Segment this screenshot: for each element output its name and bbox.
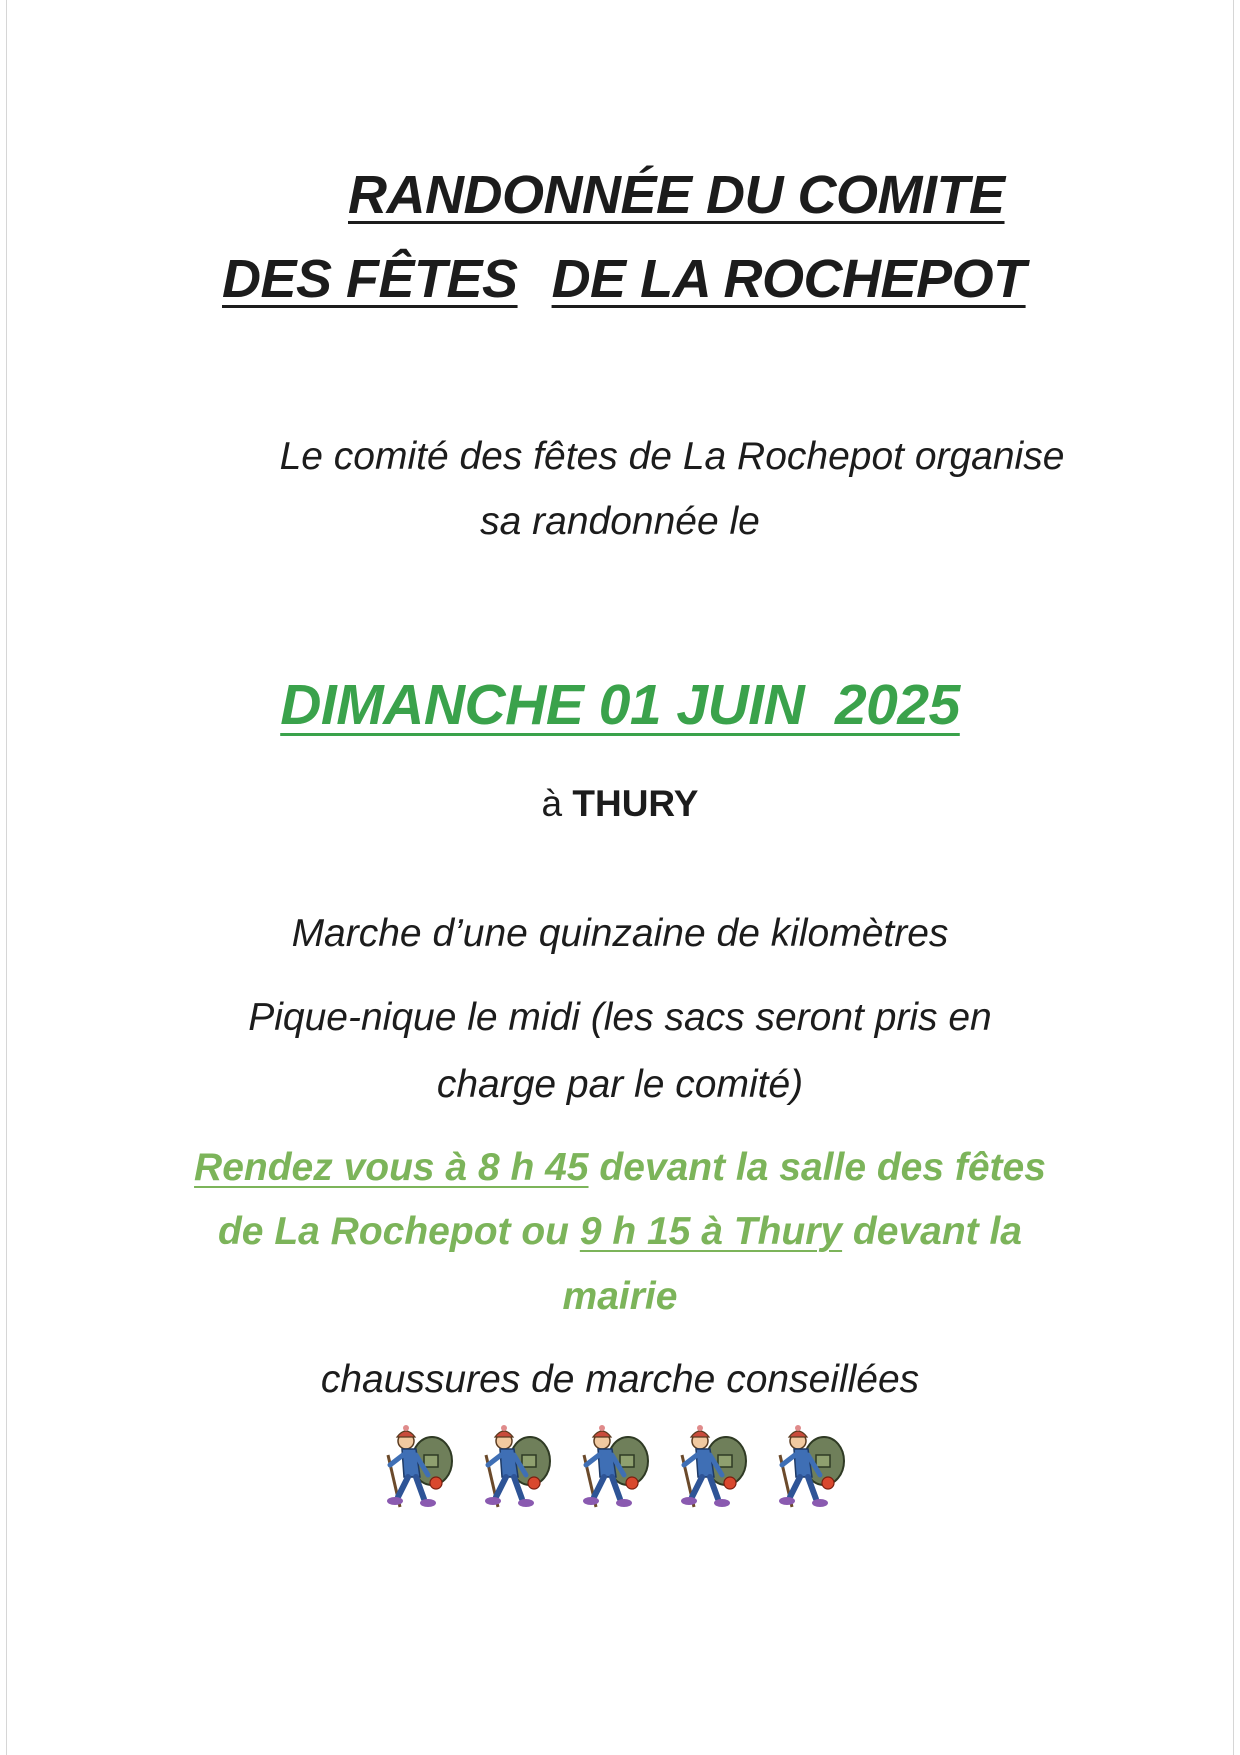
rendezvous-text-1: devant la salle des fêtes (588, 1146, 1046, 1189)
scan-edge-right (1233, 0, 1234, 1755)
rendezvous-line-1 (0, 1148, 1240, 1187)
title-text-2b: DE LA ROCHEPOT (551, 249, 1026, 309)
rendezvous-text-2a: de La Rochepot ou (217, 1210, 580, 1253)
intro-line-1: Le comité des fêtes de La Rochepot organise (279, 435, 1065, 478)
event-date-line (0, 673, 1240, 737)
rendezvous-line-2 (0, 1212, 1240, 1251)
event-date: DIMANCHE 01 JUIN 2025 (280, 673, 960, 737)
location-line (0, 785, 1240, 822)
title-line-2 (222, 249, 1026, 309)
picnic-line-2: charge par le comité) (436, 1063, 804, 1106)
hiker-icon (664, 1425, 762, 1513)
hiker-icon (762, 1425, 860, 1513)
scan-edge-left (6, 0, 7, 1755)
walk-description: Marche d’une quinzaine de kilomètres (291, 912, 949, 955)
footwear-advice: chaussures de marche conseillées (320, 1358, 920, 1401)
rendezvous-line-3: mairie (562, 1275, 678, 1318)
hiker-icon (370, 1425, 468, 1513)
hiker-icon (566, 1425, 664, 1513)
rendezvous-time-2: 9 h 15 à Thury (579, 1210, 843, 1253)
rendezvous-text-2b: devant la (842, 1210, 1022, 1253)
hikers-decoration (370, 1425, 860, 1513)
location-place: THURY (572, 783, 699, 824)
title-text-1: RANDONNÉE DU COMITE (348, 165, 1005, 225)
title-text-2a: DES FÊTES (222, 249, 518, 309)
title-line-1 (348, 165, 1005, 225)
hiker-icon (468, 1425, 566, 1513)
intro-line-2: sa randonnée le (480, 500, 760, 543)
location-prefix: à (541, 783, 563, 824)
picnic-line-1: Pique-nique le midi (les sacs seront pris en (248, 996, 992, 1039)
rendezvous-time-1: Rendez vous à 8 h 45 (194, 1146, 589, 1189)
